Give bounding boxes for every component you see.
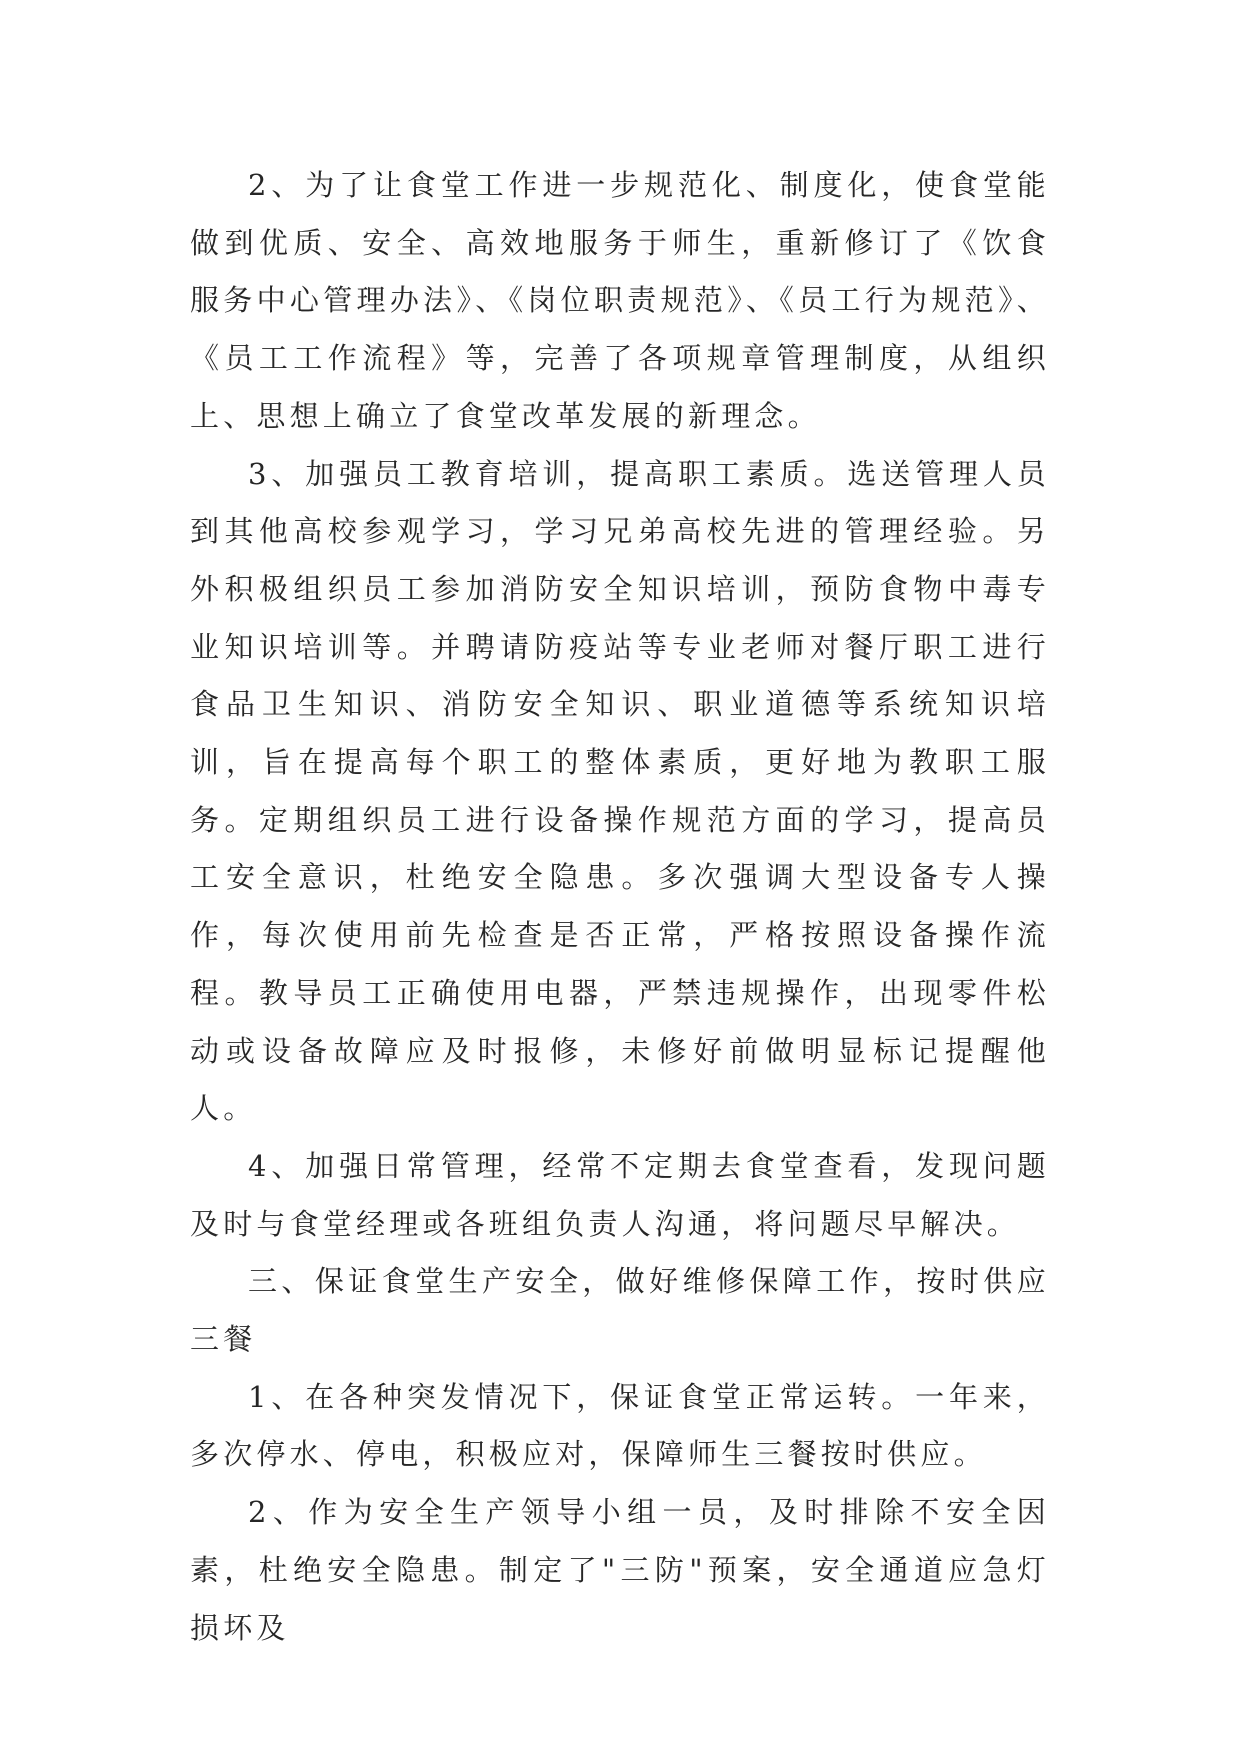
paragraph-2-safety-group: 2、作为安全生产领导小组一员，及时排除不安全因素，杜绝安全隐患。制定了"三防"预案，安全通道应急灯损坏及 xyxy=(190,1495,1050,1645)
paragraph-3-staff-training: 3、加强员工教育培训，提高职工素质。选送管理人员到其他高校参观学习，学习兄弟高校先进的管理经验。另外积极组织员工参加消防安全知识培训，预防食物中毒专业知识培训等。并聘请防疫站等专业老师对餐厅职工进行食品卫生知识、消防安全知识、职业道德等系统知识培训，旨在提高每个职工的整体素质，更好地为教职工服务。定期组织员工进行设备操作规范方面的学习，提高员工安全意识，杜绝安全隐患。多次强调大型设备专人操作，每次使用前先检查是否正常，严格按照设备操作流程。教导员工正确使用电器，严禁违规操作，出现零件松动或设备故障应及时报修，未修好前做明显标记提醒他人。 xyxy=(190,456,1050,1126)
paragraph-1-emergency-operation: 1、在各种突发情况下，保证食堂正常运转。一年来，多次停水、停电，积极应对，保障师生三餐按时供应。 xyxy=(190,1379,1050,1472)
section-heading-3: 三、保证食堂生产安全，做好维修保障工作，按时供应三餐 xyxy=(190,1264,1050,1357)
paragraph-2-standardization: 2、为了让食堂工作进一步规范化、制度化，使食堂能做到优质、安全、高效地服务于师生，重新修订了《饮食服务中心管理办法》、《岗位职责规范》、《员工行为规范》、《员工工作流程》等，完善了各项规章管理制度，从组织上、思想上确立了食堂改革发展的新理念。 xyxy=(190,168,1050,433)
document-body xyxy=(190,157,1050,1657)
paragraph-4-daily-management: 4、加强日常管理，经常不定期去食堂查看，发现问题及时与食堂经理或各班组负责人沟通，将问题尽早解决。 xyxy=(190,1148,1050,1241)
